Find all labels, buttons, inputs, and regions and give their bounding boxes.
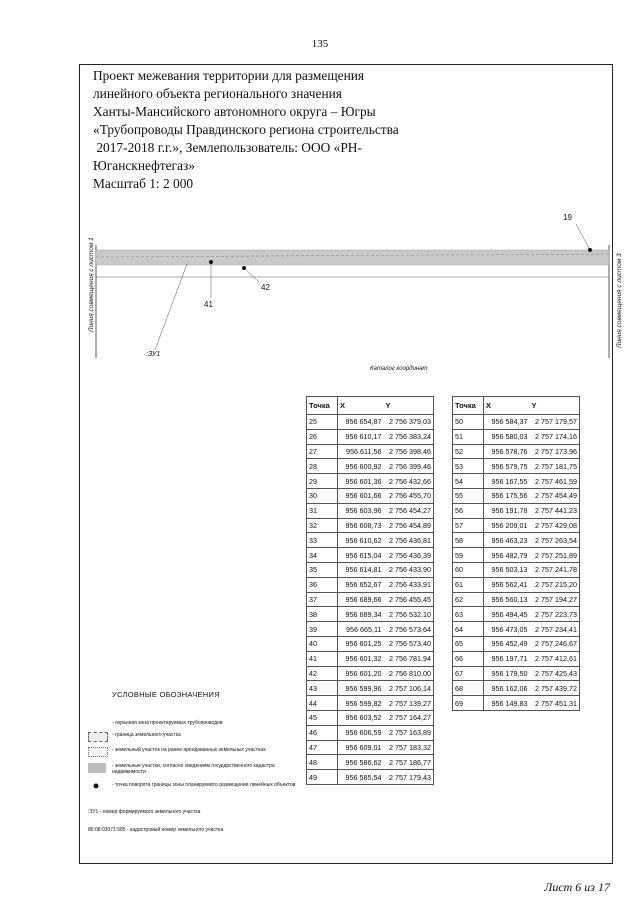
x-coordinate-cell: 956 580,03	[484, 429, 530, 444]
title-line: Юганскнефтегаз»	[93, 158, 195, 173]
y-coordinate-cell: 2 757 179,43	[384, 770, 434, 785]
table-row	[307, 459, 434, 474]
x-coordinate-cell: 956 611,56	[338, 444, 384, 459]
pipeline-corridor	[96, 250, 609, 265]
x-coordinate-cell: 956 606,59	[338, 725, 384, 740]
x-coordinate-cell: 956 562,41	[484, 577, 530, 592]
x-coordinate-cell: 956 601,20	[338, 666, 384, 681]
x-coordinate-cell: 956 494,45	[484, 607, 530, 622]
point-number-cell: 56	[453, 503, 484, 518]
title-line: «Трубопроводы Правдинского региона строительства	[93, 122, 399, 137]
table-row	[307, 548, 434, 563]
legend-text: - охранная зона проектируемых трубопроводов	[112, 720, 223, 726]
point-number-cell: 28	[307, 459, 338, 474]
point-number-cell: 38	[307, 607, 338, 622]
table-row	[307, 710, 434, 725]
point-number-cell: 63	[453, 607, 484, 622]
x-coordinate-cell: 956 609,01	[338, 740, 384, 755]
x-coordinate-cell: 956 610,17	[338, 429, 384, 444]
y-coordinate-cell: 2 757 174,16	[530, 429, 580, 444]
table-row	[307, 533, 434, 548]
y-coordinate-cell: 2 757 454,49	[530, 488, 580, 503]
x-coordinate-cell: 956 197,71	[484, 651, 530, 666]
point-number-cell: 47	[307, 740, 338, 755]
table-row	[307, 681, 434, 696]
point-number-cell: 26	[307, 429, 338, 444]
point-number-cell: 37	[307, 592, 338, 607]
x-coordinate-cell: 956 689,66	[338, 592, 384, 607]
y-coordinate-cell: 2 757 461,59	[530, 474, 580, 489]
y-coordinate-cell: 2 756 383,24	[384, 429, 434, 444]
legend-title: УСЛОВНЫЕ ОБОЗНАЧЕНИЯ	[112, 690, 220, 699]
table-row	[307, 725, 434, 740]
title-line: 2017-2018 г.г.», Землепользователь: ООО «РН-	[93, 140, 362, 155]
header-point: Точка	[453, 397, 484, 415]
table-row	[307, 503, 434, 518]
x-coordinate-cell: 956 599,96	[338, 681, 384, 696]
table-row	[307, 651, 434, 666]
sheet-number: Лист 6 из 17	[544, 880, 610, 894]
point-number-cell: 41	[307, 651, 338, 666]
x-coordinate-cell: 956 463,23	[484, 533, 530, 548]
x-coordinate-cell: 956 614,81	[338, 562, 384, 577]
title-line: Ханты-Мансийского автономного округа – Югры	[93, 104, 376, 119]
x-coordinate-cell: 956 191,78	[484, 503, 530, 518]
leader-19	[576, 224, 590, 250]
table-row	[453, 636, 580, 651]
x-coordinate-cell: 956 608,73	[338, 518, 384, 533]
table-row	[453, 562, 580, 577]
y-coordinate-cell: 2 756 399,46	[384, 459, 434, 474]
point-number-cell: 50	[453, 415, 484, 430]
x-coordinate-cell: 956 601,36	[338, 474, 384, 489]
x-coordinate-cell: 956 209,01	[484, 518, 530, 533]
point-number-cell: 60	[453, 562, 484, 577]
point-number-cell: 25	[307, 415, 338, 430]
x-coordinate-cell: 956 601,32	[338, 651, 384, 666]
x-coordinate-cell: 956 473,05	[484, 622, 530, 637]
legend-text: - точка поворота границы зоны планируемого размещения линейных объектов	[112, 782, 296, 788]
catalog-title: Каталог координат	[370, 366, 428, 372]
point-number-cell: 48	[307, 755, 338, 770]
point-number-cell: 66	[453, 651, 484, 666]
legend-text: :ЗУ1 - номер формируемого земельного участка	[88, 809, 201, 815]
point-41-marker	[209, 260, 213, 264]
point-number-cell: 61	[453, 577, 484, 592]
x-coordinate-cell: 956 167,55	[484, 474, 530, 489]
y-coordinate-cell: 2 757 425,43	[530, 666, 580, 681]
y-coordinate-cell: 2 756 781,94	[384, 651, 434, 666]
table-header-row	[307, 397, 434, 415]
y-coordinate-cell: 2 757 186,77	[384, 755, 434, 770]
point-number-cell: 33	[307, 533, 338, 548]
point-number-cell: 36	[307, 577, 338, 592]
table-row	[453, 622, 580, 637]
point-number-cell: 64	[453, 622, 484, 637]
x-coordinate-cell: 956 586,62	[338, 755, 384, 770]
point-number-cell: 42	[307, 666, 338, 681]
table-row	[307, 622, 434, 637]
title-line: Проект межевания территории для размещения	[93, 68, 365, 83]
y-coordinate-cell: 2 757 234,41	[530, 622, 580, 637]
y-coordinate-cell: 2 756 433,91	[384, 577, 434, 592]
point-number-cell: 59	[453, 548, 484, 563]
legend-text: 86:08:03071:585 - кадастровый номер земельного участка	[88, 827, 224, 833]
parcel-boundary-symbol	[88, 732, 108, 742]
x-coordinate-cell: 956 601,66	[338, 488, 384, 503]
point-number-cell: 40	[307, 636, 338, 651]
table-row	[307, 444, 434, 459]
scale-label: Масштаб 1: 2 000	[93, 176, 194, 191]
point-number-cell: 53	[453, 459, 484, 474]
y-coordinate-cell: 2 757 441,23	[530, 503, 580, 518]
coordinates-table-right	[452, 396, 580, 711]
y-coordinate-cell: 2 756 398,46	[384, 444, 434, 459]
x-coordinate-cell: 956 665,11	[338, 622, 384, 637]
table-header-row	[453, 397, 580, 415]
y-coordinate-cell: 2 756 436,81	[384, 533, 434, 548]
point-number-cell: 39	[307, 622, 338, 637]
y-coordinate-cell: 2 756 455,45	[384, 592, 434, 607]
point-number-cell: 44	[307, 696, 338, 711]
table-row	[307, 592, 434, 607]
x-coordinate-cell: 956 503,13	[484, 562, 530, 577]
point-number-cell: 69	[453, 696, 484, 711]
x-coordinate-cell: 956 615,04	[338, 548, 384, 563]
point-number-cell: 32	[307, 518, 338, 533]
table-row	[307, 474, 434, 489]
table-row	[453, 651, 580, 666]
point-number-cell: 67	[453, 666, 484, 681]
point-number-cell: 49	[307, 770, 338, 785]
y-coordinate-cell: 2 756 810,00	[384, 666, 434, 681]
y-coordinate-cell: 2 756 573,40	[384, 636, 434, 651]
drawing-title	[93, 67, 423, 193]
point-number-cell: 30	[307, 488, 338, 503]
table-row	[453, 681, 580, 696]
x-coordinate-cell: 956 162,06	[484, 681, 530, 696]
x-coordinate-cell: 956 601,25	[338, 636, 384, 651]
cadastre-parcel-symbol	[88, 763, 106, 773]
header-point: Точка	[307, 397, 338, 415]
y-coordinate-cell: 2 757 163,89	[384, 725, 434, 740]
x-coordinate-cell: 956 584,37	[484, 415, 530, 430]
point-number-cell: 68	[453, 681, 484, 696]
y-coordinate-cell: 2 757 106,14	[384, 681, 434, 696]
x-coordinate-cell: 956 603,52	[338, 710, 384, 725]
x-coordinate-cell: 956 149,83	[484, 696, 530, 711]
turning-point-symbol	[88, 782, 106, 790]
parcel-label: :ЗУ1	[146, 351, 161, 358]
legend-text: - граница земельного участка	[112, 732, 181, 738]
table-row	[307, 577, 434, 592]
y-coordinate-cell: 2 756 379,03	[384, 415, 434, 430]
table-row	[453, 696, 580, 711]
x-coordinate-cell: 956 600,92	[338, 459, 384, 474]
table-row	[307, 562, 434, 577]
point-42-label: 42	[261, 283, 270, 292]
y-coordinate-cell: 2 757 251,89	[530, 548, 580, 563]
table-row	[307, 696, 434, 711]
table-row	[453, 503, 580, 518]
y-coordinate-cell: 2 757 139,27	[384, 696, 434, 711]
y-coordinate-cell: 2 757 173,96	[530, 444, 580, 459]
y-coordinate-cell: 2 756 532,10	[384, 607, 434, 622]
table-row	[453, 577, 580, 592]
x-coordinate-cell: 956 175,56	[484, 488, 530, 503]
point-number-cell: 65	[453, 636, 484, 651]
table-row	[307, 488, 434, 503]
page-number: 135	[311, 38, 329, 50]
x-coordinate-cell: 956 654,87	[338, 415, 384, 430]
point-19-marker	[588, 248, 592, 252]
y-coordinate-cell: 2 756 433,90	[384, 562, 434, 577]
x-coordinate-cell: 956 689,34	[338, 607, 384, 622]
table-row	[453, 429, 580, 444]
table-row	[307, 666, 434, 681]
y-coordinate-cell: 2 757 223,73	[530, 607, 580, 622]
x-coordinate-cell: 956 652,67	[338, 577, 384, 592]
x-coordinate-cell: 956 179,50	[484, 666, 530, 681]
site-plan-drawing	[79, 210, 613, 370]
y-coordinate-cell: 2 756 455,70	[384, 488, 434, 503]
legend-text: - земельные участки, согласно сведениям государственного кадастра недвижимости	[112, 763, 275, 775]
header-y: Y	[384, 397, 434, 415]
x-coordinate-cell: 956 585,54	[338, 770, 384, 785]
table-row	[307, 740, 434, 755]
table-row	[453, 607, 580, 622]
point-number-cell: 35	[307, 562, 338, 577]
x-coordinate-cell: 956 610,62	[338, 533, 384, 548]
y-coordinate-cell: 2 757 164,27	[384, 710, 434, 725]
y-coordinate-cell: 2 756 454,27	[384, 503, 434, 518]
y-coordinate-cell: 2 757 194,27	[530, 592, 580, 607]
y-coordinate-cell: 2 756 454,89	[384, 518, 434, 533]
x-coordinate-cell: 956 452,49	[484, 636, 530, 651]
point-number-cell: 27	[307, 444, 338, 459]
x-coordinate-cell: 956 560,13	[484, 592, 530, 607]
y-coordinate-cell: 2 757 183,32	[384, 740, 434, 755]
point-number-cell: 43	[307, 681, 338, 696]
y-coordinate-cell: 2 756 436,39	[384, 548, 434, 563]
legend-text: - земельный участок на ранее арендованных земельных участках	[112, 747, 266, 753]
table-row	[453, 518, 580, 533]
table-row	[453, 533, 580, 548]
y-coordinate-cell: 2 757 241,78	[530, 562, 580, 577]
y-coordinate-cell: 2 757 439,72	[530, 681, 580, 696]
y-coordinate-cell: 2 757 263,54	[530, 533, 580, 548]
coordinates-table-left	[306, 396, 434, 785]
point-number-cell: 29	[307, 474, 338, 489]
y-coordinate-cell: 2 757 412,61	[530, 651, 580, 666]
table-row	[307, 755, 434, 770]
y-coordinate-cell: 2 757 451,31	[530, 696, 580, 711]
table-row	[453, 548, 580, 563]
table-row	[307, 429, 434, 444]
point-number-cell: 51	[453, 429, 484, 444]
point-19-label: 19	[563, 213, 572, 222]
point-41-label: 41	[204, 300, 213, 309]
x-coordinate-cell: 956 482,79	[484, 548, 530, 563]
point-number-cell: 46	[307, 725, 338, 740]
table-row	[453, 488, 580, 503]
y-coordinate-cell: 2 757 179,57	[530, 415, 580, 430]
point-42-marker	[242, 266, 246, 270]
table-row	[453, 474, 580, 489]
leased-parcel-symbol	[88, 747, 108, 757]
point-number-cell: 45	[307, 710, 338, 725]
table-row	[307, 770, 434, 785]
y-coordinate-cell: 2 757 181,75	[530, 459, 580, 474]
point-number-cell: 31	[307, 503, 338, 518]
table-row	[453, 592, 580, 607]
y-coordinate-cell: 2 756 432,66	[384, 474, 434, 489]
point-number-cell: 58	[453, 533, 484, 548]
point-number-cell: 62	[453, 592, 484, 607]
x-coordinate-cell: 956 603,96	[338, 503, 384, 518]
y-coordinate-cell: 2 757 429,08	[530, 518, 580, 533]
table-row	[307, 518, 434, 533]
table-row	[453, 459, 580, 474]
point-number-cell: 52	[453, 444, 484, 459]
point-number-cell: 57	[453, 518, 484, 533]
table-row	[307, 607, 434, 622]
point-number-cell: 54	[453, 474, 484, 489]
title-line: линейного объекта регионального значения	[93, 86, 342, 101]
table-row	[453, 415, 580, 430]
x-coordinate-cell: 956 578,76	[484, 444, 530, 459]
header-x: X	[338, 397, 384, 415]
table-row	[307, 636, 434, 651]
match-line-right-label: Линия совмещения с листом 3	[616, 253, 623, 348]
point-number-cell: 55	[453, 488, 484, 503]
table-row	[453, 444, 580, 459]
header-x: X	[484, 397, 530, 415]
y-coordinate-cell: 2 756 573,64	[384, 622, 434, 637]
table-row	[453, 666, 580, 681]
table-row	[307, 415, 434, 430]
y-coordinate-cell: 2 757 246,67	[530, 636, 580, 651]
point-number-cell: 34	[307, 548, 338, 563]
x-coordinate-cell: 956 599,82	[338, 696, 384, 711]
header-y: Y	[530, 397, 580, 415]
leader-42	[244, 268, 259, 282]
y-coordinate-cell: 2 757 215,20	[530, 577, 580, 592]
match-line-left-label: Линия совмещения с листом 1	[88, 237, 95, 332]
x-coordinate-cell: 956 579,75	[484, 459, 530, 474]
